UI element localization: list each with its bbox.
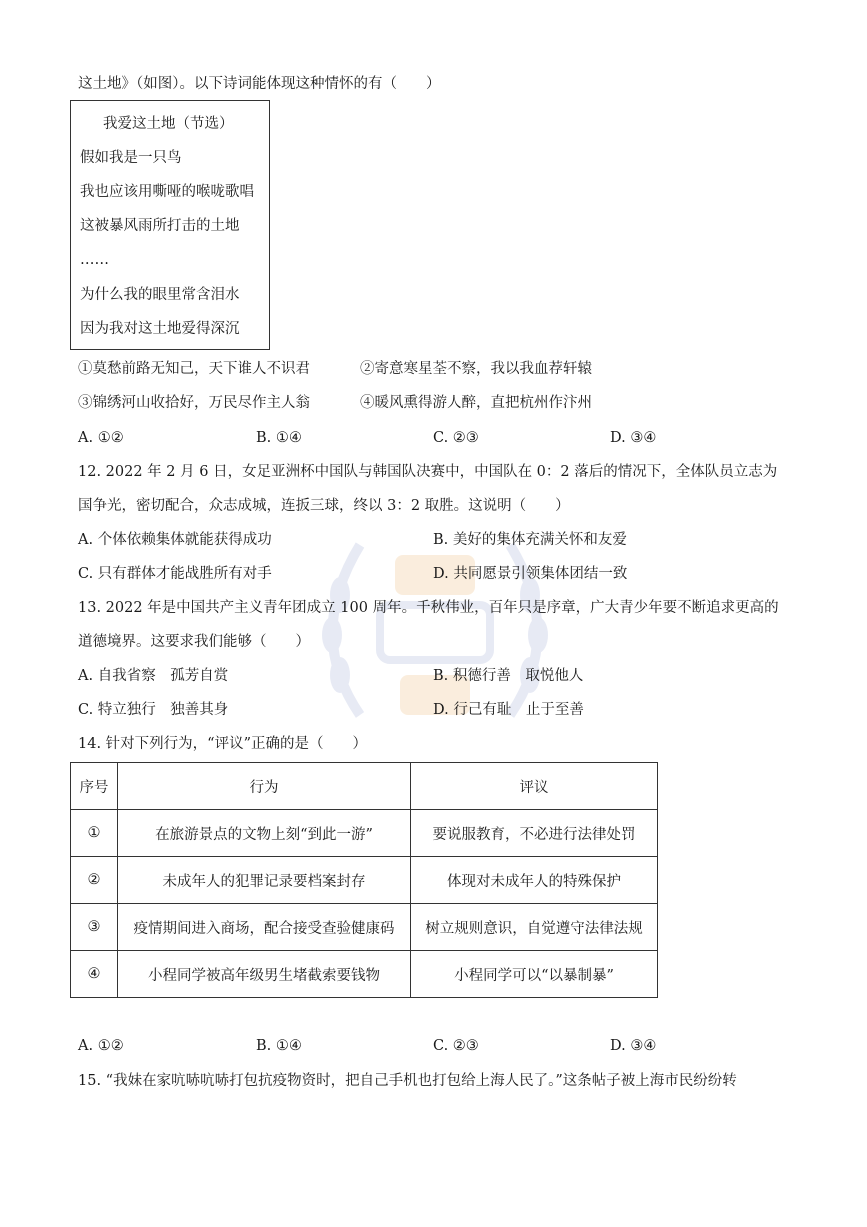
q14-option-b[interactable]: B. ①④ xyxy=(256,1038,302,1054)
row-index: ① xyxy=(71,810,118,857)
q11-item: ①莫愁前路无知己，天下谁人不识君 xyxy=(78,361,310,377)
header-comment: 评议 xyxy=(411,763,658,810)
row-comment: 树立规则意识，自觉遵守法律法规 xyxy=(411,904,658,951)
header-index: 序号 xyxy=(71,763,118,810)
poem-line: 因为我对这土地爱得深沉 xyxy=(80,321,240,337)
q11-item: ②寄意寒星荃不察，我以我血荐轩辕 xyxy=(360,361,592,377)
row-comment: 小程同学可以“以暴制暴” xyxy=(411,951,658,998)
row-index: ③ xyxy=(71,904,118,951)
poem-line: 假如我是一只鸟 xyxy=(80,150,182,166)
row-index: ② xyxy=(71,857,118,904)
row-behavior: 小程同学被高年级男生堵截索要钱物 xyxy=(118,951,411,998)
q14-stem: 14. 针对下列行为，“评议”正确的是（ ） xyxy=(78,736,367,752)
q11-item: ③锦绣河山收拾好，万民尽作主人翁 xyxy=(78,395,310,411)
q12-option-c[interactable]: C. 只有群体才能战胜所有对手 xyxy=(78,566,272,582)
q11-intro: 这土地》（如图）。以下诗词能体现这种情怀的有（ ） xyxy=(78,76,441,92)
q11-item: ④暖风熏得游人醉，直把杭州作汴州 xyxy=(360,395,592,411)
q11-option-d[interactable]: D. ③④ xyxy=(610,430,657,446)
q11-option-b[interactable]: B. ①④ xyxy=(256,430,302,446)
poem-line: 为什么我的眼里常含泪水 xyxy=(80,287,240,303)
poem-line: 这被暴风雨所打击的土地 xyxy=(80,218,240,234)
q13-stem: 13. 2022 年是中国共产主义青年团成立 100 周年。千秋伟业，百年只是序章，广大青少年要不断追求更高的 xyxy=(78,600,779,616)
row-behavior: 在旅游景点的文物上刻“到此一游” xyxy=(118,810,411,857)
table-row xyxy=(71,810,658,857)
poem-line: 我也应该用嘶哑的喉咙歌唱 xyxy=(80,184,254,200)
row-comment: 体现对未成年人的特殊保护 xyxy=(411,857,658,904)
q13-option-c[interactable]: C. 特立独行 独善其身 xyxy=(78,702,229,718)
q13-stem-cont: 道德境界。这要求我们能够（ ） xyxy=(78,634,310,650)
q13-option-b[interactable]: B. 积德行善 取悦他人 xyxy=(433,668,584,684)
row-behavior: 疫情期间进入商场，配合接受查验健康码 xyxy=(118,904,411,951)
row-index: ④ xyxy=(71,951,118,998)
table-row xyxy=(71,951,658,998)
row-behavior: 未成年人的犯罪记录要档案封存 xyxy=(118,857,411,904)
q14-option-c[interactable]: C. ②③ xyxy=(433,1038,479,1054)
row-comment: 要说服教育，不必进行法律处罚 xyxy=(411,810,658,857)
q12-stem: 12. 2022 年 2 月 6 日，女足亚洲杯中国队与韩国队决赛中，中国队在 0：2 落后的情况下，全体队员立志为 xyxy=(78,464,778,480)
q11-option-c[interactable]: C. ②③ xyxy=(433,430,479,446)
poem-title: 我爱这土地（节选） xyxy=(103,116,234,132)
poem-box xyxy=(70,100,270,350)
q13-option-d[interactable]: D. 行己有耻 止于至善 xyxy=(433,702,584,718)
table-header-row xyxy=(71,763,658,810)
q12-option-a[interactable]: A. 个体依赖集体就能获得成功 xyxy=(78,532,272,548)
poem-ellipsis: …… xyxy=(80,252,109,268)
q12-option-b[interactable]: B. 美好的集体充满关怀和友爱 xyxy=(433,532,627,548)
q13-option-a[interactable]: A. 自我省察 孤芳自赏 xyxy=(78,668,229,684)
q14-option-d[interactable]: D. ③④ xyxy=(610,1038,657,1054)
q12-option-d[interactable]: D. 共同愿景引领集体团结一致 xyxy=(433,566,628,582)
table-row xyxy=(71,904,658,951)
q15-stem: 15. “我妹在家吭哧吭哧打包抗疫物资时，把自己手机也打包给上海人民了。”这条帖子被上海市民纷纷转 xyxy=(78,1073,737,1089)
q11-option-a[interactable]: A. ①② xyxy=(78,430,124,446)
q12-stem-cont: 国争光，密切配合，众志成城，连扳三球，终以 3：2 取胜。这说明（ ） xyxy=(78,498,570,514)
q14-option-a[interactable]: A. ①② xyxy=(78,1038,124,1054)
header-behavior: 行为 xyxy=(118,763,411,810)
q14-table xyxy=(70,762,658,998)
table-row xyxy=(71,857,658,904)
